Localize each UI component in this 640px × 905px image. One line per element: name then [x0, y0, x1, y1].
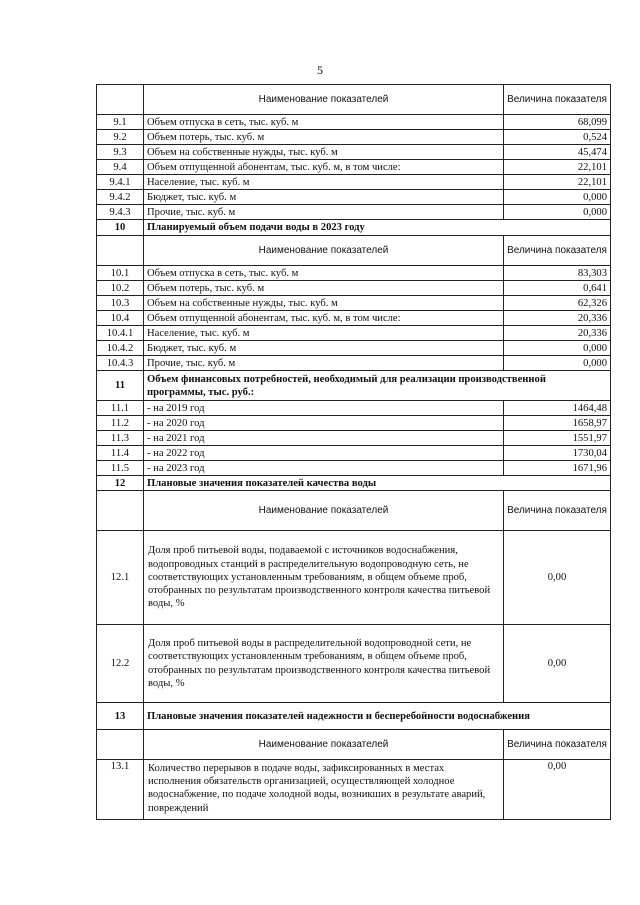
table-row [97, 115, 611, 130]
section-number: 10 [97, 220, 144, 236]
row-number: 11.4 [97, 446, 144, 461]
header-name-cell: Наименование показателей [144, 236, 504, 266]
header-number-cell [97, 85, 144, 115]
table-row [97, 160, 611, 175]
section-heading-row [97, 476, 611, 491]
row-value: 0,000 [504, 190, 611, 205]
row-name: Объем на собственные нужды, тыс. куб. м [144, 145, 504, 160]
row-value: 0,00 [504, 531, 611, 625]
row-number: 10.4.2 [97, 341, 144, 356]
row-number: 12.1 [97, 531, 144, 625]
row-value: 0,00 [504, 760, 611, 820]
table-row [97, 281, 611, 296]
row-value: 62,326 [504, 296, 611, 311]
table-row [97, 326, 611, 341]
row-name: Объем потерь, тыс. куб. м [144, 130, 504, 145]
table-row [97, 190, 611, 205]
row-value: 1658,97 [504, 416, 611, 431]
row-name: - на 2019 год [144, 401, 504, 416]
row-name: - на 2020 год [144, 416, 504, 431]
row-number: 10.4.1 [97, 326, 144, 341]
section-heading-row [97, 371, 611, 401]
row-value: 1671,96 [504, 461, 611, 476]
row-name: Объем отпущенной абонентам, тыс. куб. м, в том числе: [144, 160, 504, 175]
table-row [97, 145, 611, 160]
section-title: Плановые значения показателей надежности и бесперебойности водоснабжения [144, 703, 611, 730]
row-number: 10.3 [97, 296, 144, 311]
table-header-row [97, 730, 611, 760]
table-row [97, 416, 611, 431]
row-value: 0,000 [504, 341, 611, 356]
header-name-cell: Наименование показателей [144, 491, 504, 531]
row-value: 68,099 [504, 115, 611, 130]
page-number: 5 [317, 63, 323, 77]
row-number: 11.5 [97, 461, 144, 476]
section-title: Планируемый объем подачи воды в 2023 году [144, 220, 611, 236]
row-number: 9.4.3 [97, 205, 144, 220]
row-name: Доля проб питьевой воды, подаваемой с источников водоснабжения, водопроводных станций в распределительную водопроводную сеть, не соответствующих установленным требованиям, в общем объеме проб, отобранных по результатам производственного контроля качества питьевой воды, % [144, 531, 504, 625]
section-title: Объем финансовых потребностей, необходимый для реализации производственной программы, тыс. руб.: [144, 371, 611, 401]
table-row [97, 311, 611, 326]
row-name: Прочие, тыс. куб. м [144, 356, 504, 371]
row-number: 9.4 [97, 160, 144, 175]
indicators-table [96, 84, 611, 820]
row-number: 10.2 [97, 281, 144, 296]
row-value: 0,524 [504, 130, 611, 145]
row-name: Бюджет, тыс. куб. м [144, 341, 504, 356]
row-value: 0,000 [504, 205, 611, 220]
row-name: Количество перерывов в подаче воды, зафиксированных в местах исполнения обязательств организацией, осуществляющей холодное водоснабжение, по подаче холодной воды, возникших в результате аварий, повреждений [144, 760, 504, 820]
row-name: Прочие, тыс. куб. м [144, 205, 504, 220]
row-number: 9.4.2 [97, 190, 144, 205]
row-name: Объем потерь, тыс. куб. м [144, 281, 504, 296]
row-number: 9.2 [97, 130, 144, 145]
header-number-cell [97, 236, 144, 266]
section-heading-row [97, 703, 611, 730]
row-value: 0,00 [504, 625, 611, 703]
section-title: Плановые значения показателей качества воды [144, 476, 611, 491]
row-number: 11.3 [97, 431, 144, 446]
table-header-row [97, 236, 611, 266]
row-name: Объем отпуска в сеть, тыс. куб. м [144, 266, 504, 281]
row-value: 1464,48 [504, 401, 611, 416]
row-number: 10.4 [97, 311, 144, 326]
table-row [97, 341, 611, 356]
row-name: Бюджет, тыс. куб. м [144, 190, 504, 205]
row-number: 9.4.1 [97, 175, 144, 190]
row-value: 22,101 [504, 160, 611, 175]
row-value: 22,101 [504, 175, 611, 190]
row-value: 83,303 [504, 266, 611, 281]
row-number: 9.1 [97, 115, 144, 130]
table-row [97, 266, 611, 281]
header-number-cell [97, 491, 144, 531]
table-header-row [97, 491, 611, 531]
header-value-cell: Величина показателя [504, 236, 611, 266]
row-number: 10.1 [97, 266, 144, 281]
header-name-cell: Наименование показателей [144, 730, 504, 760]
section-heading-row [97, 220, 611, 236]
table-row [97, 296, 611, 311]
row-name: Население, тыс. куб. м [144, 326, 504, 341]
row-name: - на 2023 год [144, 461, 504, 476]
row-number: 13.1 [97, 760, 144, 820]
row-value: 45,474 [504, 145, 611, 160]
table-row [97, 401, 611, 416]
row-number: 9.3 [97, 145, 144, 160]
table-row [97, 531, 611, 625]
table-row [97, 461, 611, 476]
table-row [97, 431, 611, 446]
row-name: Объем отпущенной абонентам, тыс. куб. м, в том числе: [144, 311, 504, 326]
header-number-cell [97, 730, 144, 760]
row-number: 10.4.3 [97, 356, 144, 371]
row-name: Доля проб питьевой воды в распределительной водопроводной сети, не соответствующих установленным требованиям, в общем объеме проб, отобранных по результатам производственного контроля качества питьевой воды, % [144, 625, 504, 703]
row-number: 11.2 [97, 416, 144, 431]
header-value-cell: Величина показателя [504, 491, 611, 531]
row-name: Объем на собственные нужды, тыс. куб. м [144, 296, 504, 311]
header-name-cell: Наименование показателей [144, 85, 504, 115]
table-row [97, 760, 611, 820]
row-value: 20,336 [504, 311, 611, 326]
section-number: 13 [97, 703, 144, 730]
row-name: - на 2021 год [144, 431, 504, 446]
row-value: 0,641 [504, 281, 611, 296]
table-row [97, 205, 611, 220]
section-number: 12 [97, 476, 144, 491]
row-value: 1551,97 [504, 431, 611, 446]
table-row [97, 175, 611, 190]
row-name: Население, тыс. куб. м [144, 175, 504, 190]
row-number: 11.1 [97, 401, 144, 416]
row-value: 20,336 [504, 326, 611, 341]
row-name: - на 2022 год [144, 446, 504, 461]
header-value-cell: Величина показателя [504, 730, 611, 760]
table-header-row [97, 85, 611, 115]
section-number: 11 [97, 371, 144, 401]
header-value-cell: Величина показателя [504, 85, 611, 115]
row-value: 1730,04 [504, 446, 611, 461]
table-row [97, 446, 611, 461]
table-row [97, 130, 611, 145]
row-value: 0,000 [504, 356, 611, 371]
row-number: 12.2 [97, 625, 144, 703]
table-row [97, 356, 611, 371]
table-row [97, 625, 611, 703]
row-name: Объем отпуска в сеть, тыс. куб. м [144, 115, 504, 130]
